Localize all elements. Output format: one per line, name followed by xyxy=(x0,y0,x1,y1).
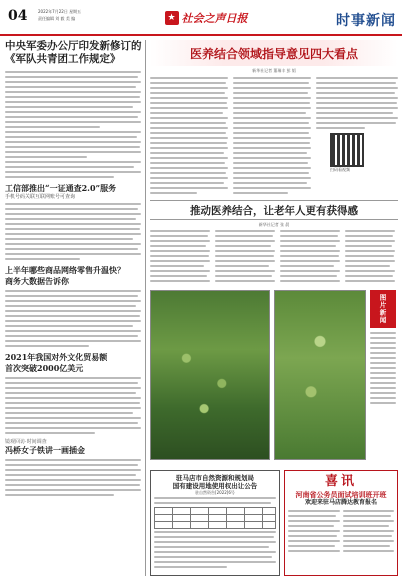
notice-sub: 驻自然资告[2022]6号 xyxy=(195,490,235,495)
left-headline-1: 中央军委办公厅印发新修订的 xyxy=(5,40,142,52)
ad-sub: 欢迎来驻马店腾达教育报名 xyxy=(304,499,377,506)
land-notice xyxy=(150,470,280,576)
left-trade-headline: 上半年哪些商品网络零售升温快？ xyxy=(5,265,125,275)
left-export-headline: 2021年我国对外文化贸易额 xyxy=(5,352,108,362)
feature-byline: 新华社记者 张 晨 xyxy=(258,222,290,227)
article-body-5 xyxy=(5,459,141,496)
main-story-header xyxy=(150,40,398,66)
article-body-2 xyxy=(5,203,141,260)
main-story-byline: 新华社记者 董瑞丰 彭 韬 xyxy=(252,68,296,73)
feature-story xyxy=(150,200,398,468)
left-sub-headline: 工信部推出“一证通查2.0”服务 xyxy=(5,183,117,193)
qr-code-icon[interactable] xyxy=(330,133,364,167)
logo-text: 社会之声日报 xyxy=(181,12,248,25)
date-line-2: 责任编辑 刘 毅 美 编 xyxy=(38,16,76,21)
notice-headline-2: 国有建设用地使用权出让公告 xyxy=(172,482,258,490)
column-divider xyxy=(145,40,146,576)
notice-headline-1: 驻马店市自然资源和规划局 xyxy=(176,474,254,482)
left-trade-subheadline: 商务大数据告诉你 xyxy=(5,276,69,286)
feature-header xyxy=(150,200,398,220)
left-brief-title: 冯桥女子铁讲一画插金 xyxy=(5,445,85,455)
qr-caption: 扫码看视频 xyxy=(330,167,350,172)
ad-title: 喜讯 xyxy=(324,474,357,489)
notice-table xyxy=(154,507,276,529)
left-sub-headline-note: 手机号码关联互联网账号可查询 xyxy=(5,194,76,200)
page-number: 04 xyxy=(8,8,28,24)
left-brief-label: 镜观回访·时间调查 xyxy=(5,439,47,445)
section-title: 时事新闻 xyxy=(336,13,396,29)
logo-emblem-icon: ★ xyxy=(165,11,179,25)
main-story xyxy=(150,40,398,196)
picture-news-label: 图片新闻 xyxy=(378,294,387,324)
masthead xyxy=(0,0,402,36)
training-ad xyxy=(284,470,398,576)
vineyard-photo-main xyxy=(150,290,270,460)
left-headline-2: 《军队共青团工作规定》 xyxy=(5,53,121,65)
left-column xyxy=(5,40,141,576)
picture-news-tab xyxy=(370,290,396,328)
article-body-3 xyxy=(5,290,141,347)
ad-headline: 河南省公务员面试培训班开班 xyxy=(295,490,387,499)
article-body-4 xyxy=(5,377,141,434)
feature-body-top xyxy=(150,230,398,282)
date-line-1: 2022年7月22日 星期五 xyxy=(38,9,82,14)
main-story-body xyxy=(150,77,398,197)
feature-headline: 推动医养结合，让老年人更有获得感 xyxy=(190,204,358,217)
vineyard-photo-side xyxy=(274,290,366,460)
article-body-1 xyxy=(5,71,141,178)
newspaper-logo xyxy=(156,6,256,30)
left-export-headline-2: 首次突破2000亿美元 xyxy=(5,363,84,373)
main-story-headline: 医养结合领域指导意见四大看点 xyxy=(189,46,358,61)
